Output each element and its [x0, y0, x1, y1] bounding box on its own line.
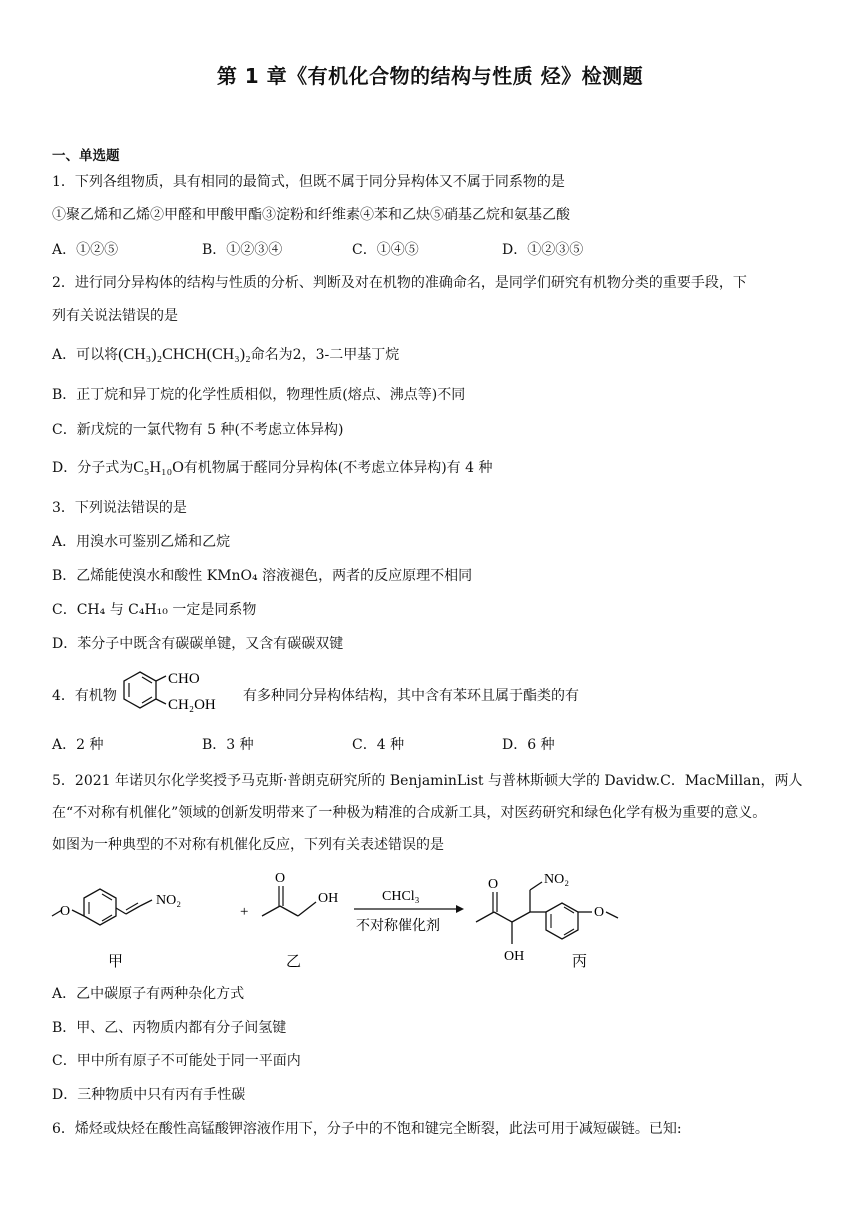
bing-carbonyl-o: O [488, 877, 499, 892]
q5-stem-line2: 在“不对称有机催化”领域的创新发明带来了一种极为精准的合成新工具，对医药研究和绿色化学有极为重要的意义。 [52, 805, 767, 821]
q1-stem: 1．下列各组物质，具有相同的最简式，但既不属于同分异构体又不属于同系物的是 [52, 174, 565, 190]
q2-option-d [52, 458, 492, 478]
q4-cho-label: CHO [168, 671, 200, 687]
q3-option-d: D．苯分子中既含有碳碳单键，又含有碳碳双键 [52, 636, 344, 652]
q4-option-b: B．3 种 [202, 737, 254, 753]
q4-option-c: C．4 种 [352, 737, 405, 753]
bing-hydroxyl: OH [504, 949, 525, 964]
section-heading: 一、单选题 [52, 148, 120, 164]
jia-label: 甲 [108, 954, 124, 970]
q4-ch2oh-label: CH₂OH [168, 697, 216, 713]
q2-stem-line2: 列有关说法错误的是 [52, 308, 178, 324]
yi-label: 乙 [286, 954, 302, 970]
reagent-label: CHCl₃ [382, 889, 420, 904]
q5-option-c: C．甲中所有原子不可能处于同一平面内 [52, 1053, 301, 1069]
q5-option-a: A．乙中碳原子有两种杂化方式 [52, 986, 245, 1002]
q1-option-d: D．①②③⑤ [502, 242, 584, 258]
bing-label: 丙 [572, 954, 588, 970]
plus-sign: + [240, 904, 249, 920]
yi-carbonyl-o: O [275, 871, 286, 886]
q2-option-a [52, 345, 399, 365]
q2-option-d-suffix: 有机物属于醛同分异构体(不考虑立体异构)有 4 种 [183, 460, 493, 476]
q2-option-b: B．正丁烷和异丁烷的化学性质相似，物理性质(熔点、沸点等)不同 [52, 387, 466, 403]
q2-option-a-suffix: 命名为2，3-二甲基丁烷 [250, 347, 400, 363]
q5-stem-line3: 如图为一种典型的不对称有机催化反应，下列有关表述错误的是 [52, 837, 444, 853]
q6-stem: 6．烯烃或炔烃在酸性高锰酸钾溶液作用下，分子中的不饱和键完全断裂，此法可用于减短碳链。已知: [52, 1121, 682, 1137]
compound-jia-structure [52, 889, 181, 970]
reaction-scheme [48, 864, 668, 976]
q1-option-a: A．①②⑤ [52, 242, 119, 258]
q4-stem-prefix: 4．有机物 [52, 688, 117, 704]
q3-option-a: A．用溴水可鉴别乙烯和乙烷 [52, 534, 231, 550]
q2-option-a-prefix: A．可以将 [52, 347, 119, 363]
q2-option-a-formula: (CH₃)₂CHCH(CH₃)₂ [118, 346, 251, 363]
q5-option-b: B．甲、乙、丙物质内都有分子间氢键 [52, 1020, 287, 1036]
jia-nitro-group: NO₂ [156, 893, 182, 908]
q4-option-a: A．2 种 [52, 737, 104, 753]
q1-items: ①聚乙烯和乙烯②甲醛和甲酸甲酯③淀粉和纤维素④苯和乙炔⑤硝基乙烷和氨基乙酸 [52, 207, 570, 223]
compound-yi-structure [262, 871, 338, 970]
compound-bing-structure [476, 872, 618, 970]
catalyst-label: 不对称催化剂 [356, 919, 440, 934]
benzene-structure-q4 [118, 668, 246, 720]
reaction-arrow [354, 889, 464, 934]
bing-methoxy-o: O [594, 905, 605, 920]
page-title: 第 1 章《有机化合物的结构与性质 烃》检测题 [216, 64, 644, 88]
yi-hydroxyl: OH [318, 891, 339, 906]
q5-stem-line1: 5．2021 年诺贝尔化学奖授予马克斯·普朗克研究所的 BenjaminList 与普林斯顿大学的 Davidw.C．MacMillan，两人 [52, 773, 803, 789]
q2-option-d-prefix: D．分子式为 [52, 460, 134, 476]
q5-option-d: D．三种物质中只有丙有手性碳 [52, 1087, 246, 1103]
q3-stem: 3．下列说法错误的是 [52, 500, 187, 516]
q2-option-c: C．新戊烷的一氯代物有 5 种(不考虑立体异构) [52, 422, 344, 438]
q1-option-b: B．①②③④ [202, 242, 283, 258]
q2-stem-line1: 2．进行同分异构体的结构与性质的分析、判断及对在机物的准确命名，是同学们研究有机物分类的重要手段，下 [52, 275, 747, 291]
q3-option-c: C．CH₄ 与 C₄H₁₀ 一定是同系物 [52, 602, 257, 618]
q1-option-c: C．①④⑤ [352, 242, 419, 258]
bing-nitro-group: NO₂ [544, 872, 570, 887]
q3-option-b: B．乙烯能使溴水和酸性 KMnO₄ 溶液褪色，两者的反应原理不相同 [52, 568, 473, 584]
q4-stem-suffix: 有多种同分异构体结构，其中含有苯环且属于酯类的有 [243, 688, 579, 704]
q4-option-d: D．6 种 [502, 737, 555, 753]
jia-o-atom: O [60, 904, 71, 919]
q2-option-d-formula: C₅H₁₀O [133, 459, 184, 476]
